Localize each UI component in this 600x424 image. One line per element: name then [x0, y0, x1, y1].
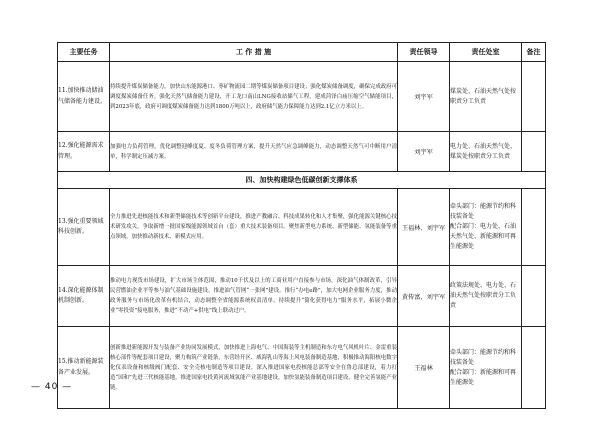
- office-cell: 政策法规处、电力处、石油天然气处按职责分工负责: [450, 266, 522, 327]
- task-cell: 12.强化能源需求管理。: [58, 132, 110, 172]
- page-number: — 40 —: [31, 382, 73, 392]
- measures-cell: 创新推进新能源开发与装备产业协同发展模式，加快推进上海电气、中国海装等主机制造和东方电气风机叶片、金雷重装核心部件等配套项目建设，聚力构筑产业链条，东营经开区、威海乳山等海上风电装备制造基地，积极推动海阳核电数字化仪表设备和核级阀门配套、安全壳核电制造等项目建设。深入推进国家电投核能总部等安全在鲁总部建设，着力打造“国和”先进三代核能基地，推进国家电投黄河流域氢能产业基地建设，加快氢能装备制造项目建设，健全完善氢能产业链。: [110, 327, 398, 409]
- header-leader: 责任领导: [398, 43, 450, 62]
- leader-cell: 刘宇军: [398, 62, 450, 132]
- header-remarks: 备注: [522, 43, 546, 62]
- table-row: [58, 327, 546, 409]
- task-cell: 13.强化重要领域科技创新。: [58, 189, 110, 266]
- office-cell: 牵头部门：能源节约和科技装备处 配合部门：新能源和可再生能源处: [450, 327, 522, 409]
- measures-cell: 全力推进先进核能技术和新型储能技术等创新平台建设，推进产教融合、科技成果转化和人才集聚，强化能源关键核心技术研发攻关，争取新增一批国家级能源领域首台（套）重大技术装备项目。聚焦新型电力系统、新型储能、氢能装备等重点领域，加快推动新技术、新模式应用。: [110, 189, 398, 266]
- task-cell: 14.深化能源体制机制创新。: [58, 266, 110, 327]
- header-office: 责任处室: [450, 43, 522, 62]
- office-cell: 煤炭处、石油天然气处按职责分工负责: [450, 62, 522, 132]
- remarks-cell: [522, 266, 546, 327]
- measures-cell: 持续提升煤炭储备能力，加快山东能源港口、枣矿物流园二期等煤炭储备项目建设；强化煤炭储备调度，确保完成政府可调度煤炭储备任务。强化天然气储备能力建设，开工龙口南山LNG接收站储气工程，建成菏泽白庙压缩空气储能项目，到2023年底，政府可调度煤炭储备能力达到1800万吨以上，政府储气能力保障能力达到2.1亿立方米以上。: [110, 62, 398, 132]
- work-task-table: [57, 42, 546, 409]
- office-cell: 电力处、石油天然气处、煤炭处按职责分工负责: [450, 132, 522, 172]
- table-row: [58, 62, 546, 132]
- header-task: 主要任务: [58, 43, 110, 62]
- remarks-cell: [522, 132, 546, 172]
- remarks-cell: [522, 189, 546, 266]
- section-heading: 四、加快构建绿色低碳创新支撑体系: [58, 172, 546, 189]
- header-measures: 工 作 措 施: [110, 43, 398, 62]
- office-cell: 牵头部门：能源节约和科技装备处 配合部门：电力处、石油天然气处、新能源和可再生能源处: [450, 189, 522, 266]
- measures-cell: 推动电力现货市场建设，扩大市场主体范围，推动10千伏及以上的工商业用户直接参与市场。深化油气体制改革，引导民营燃油企业平等参与油气基础设施建设，推进油气管网“一张网”建设。推行“办电e路”，加大电网企业服务力度，推动政务服务与市场化改革有机结合，动态调整全省能源系统权责清单，持续提升“简化获得电力”服务水平，拓展小微企业“零投资”接电服务，推进“不动产+供电”线上联动过户。: [110, 266, 398, 327]
- table-row: [58, 189, 546, 266]
- table-row: [58, 132, 546, 172]
- leader-cell: 王福林: [398, 327, 450, 409]
- task-cell: 15.推动新能源装备产业发展。: [58, 327, 110, 409]
- section-row: [58, 172, 546, 189]
- measures-cell: 加强电力负荷管理，优化调整迎峰度夏、度冬负荷管理方案，提升天然气应急调峰能力，动态调整天然气可中断用户清单，科学制定压减方案。: [110, 132, 398, 172]
- leader-cell: 刘宇军: [398, 132, 450, 172]
- leader-cell: 王福林、刘宇军: [398, 189, 450, 266]
- task-cell: 11.加快推动储油气储备能力建设。: [58, 62, 110, 132]
- table-header-row: [58, 43, 546, 62]
- remarks-cell: [522, 62, 546, 132]
- table-row: [58, 266, 546, 327]
- leader-cell: 黄传富、刘宇军: [398, 266, 450, 327]
- remarks-cell: [522, 327, 546, 409]
